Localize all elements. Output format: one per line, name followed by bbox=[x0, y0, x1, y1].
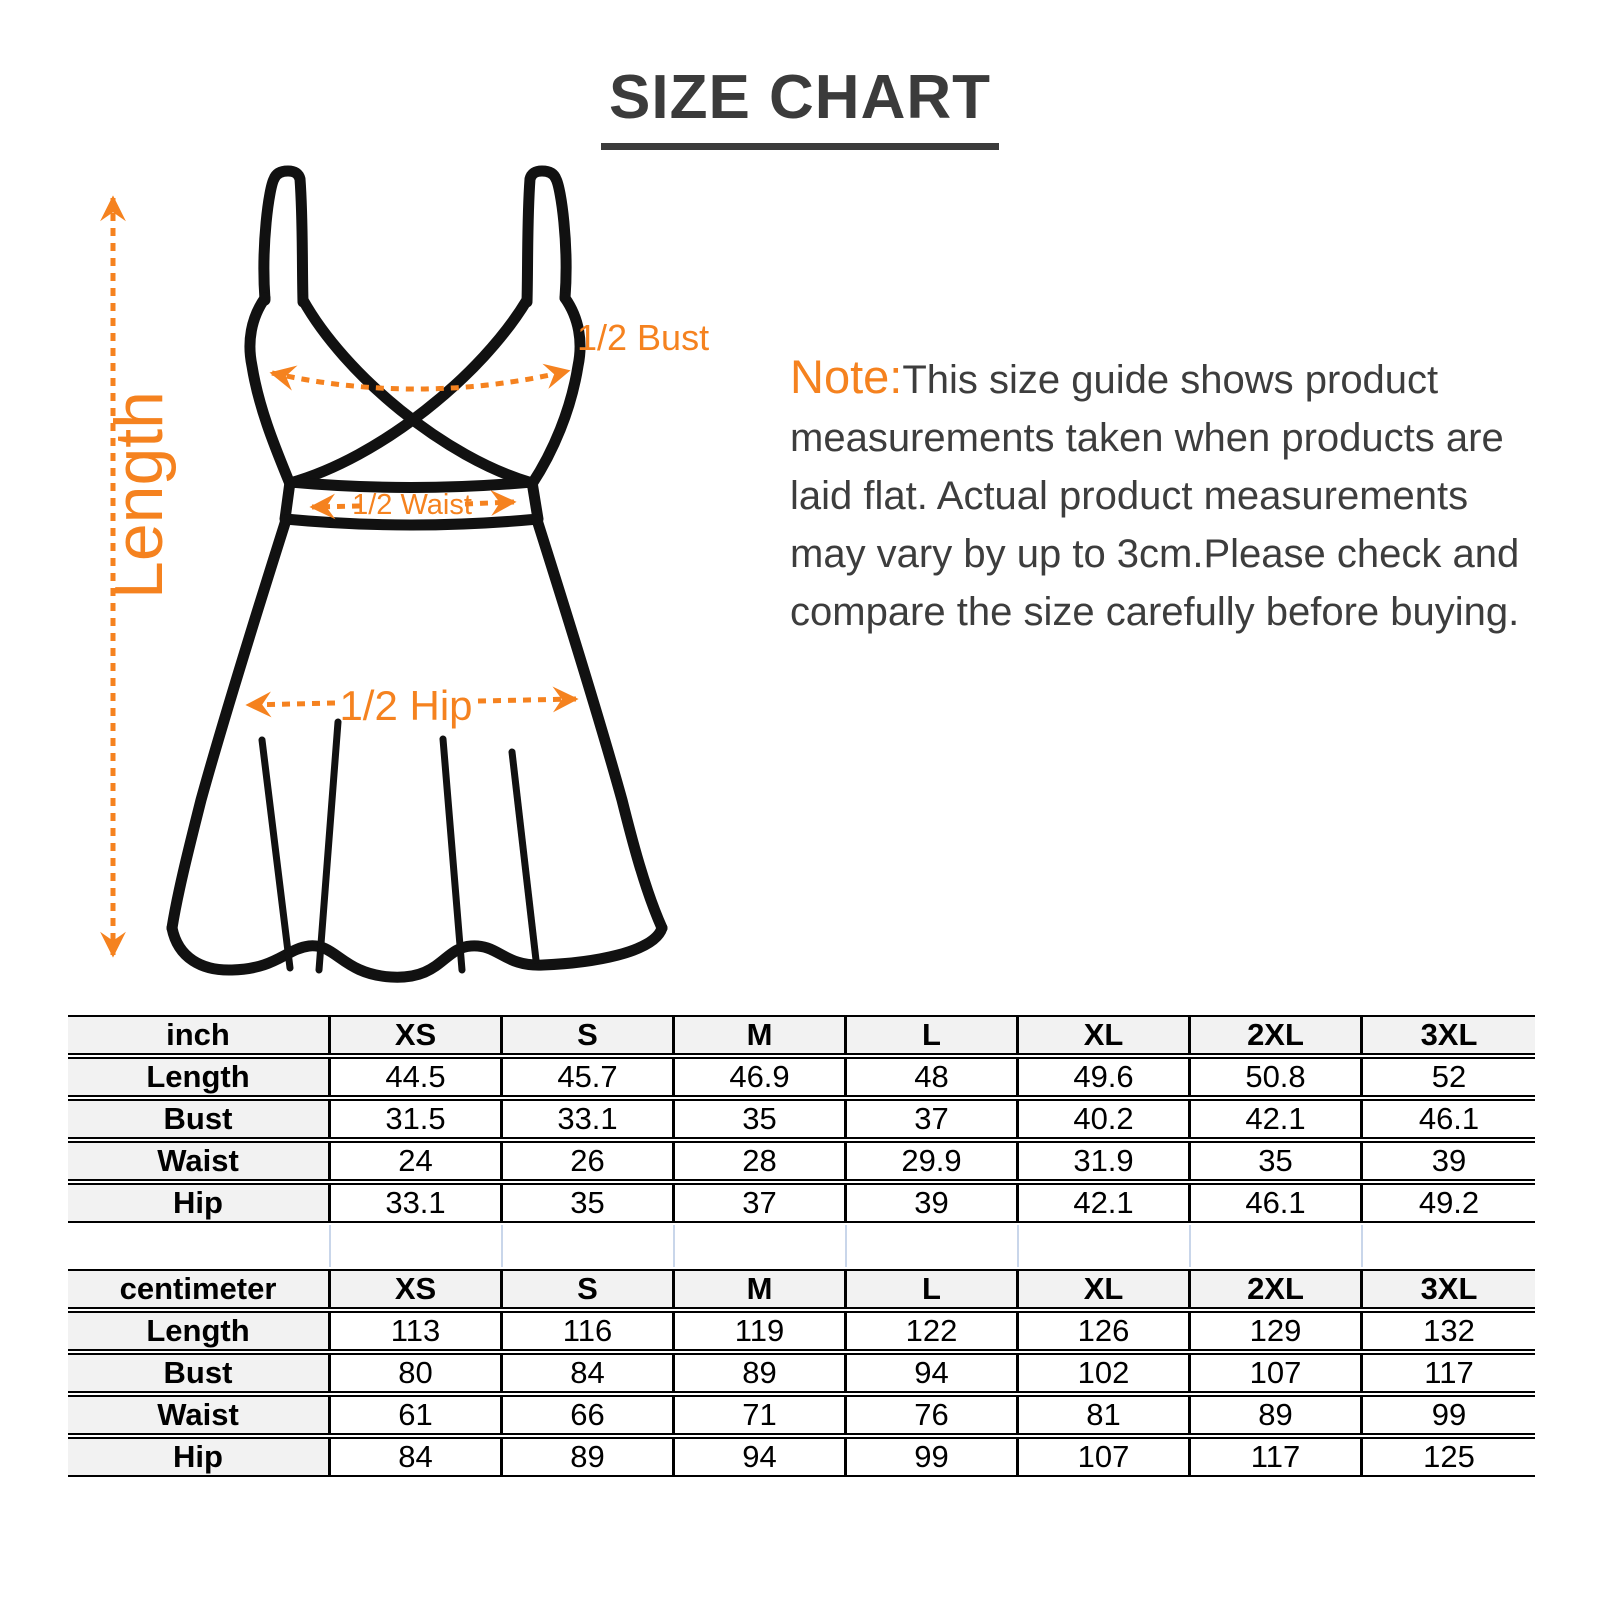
table-row bbox=[68, 1353, 1535, 1393]
left-strap bbox=[264, 171, 303, 302]
gap-gridline bbox=[847, 1225, 1019, 1267]
value-cell: 46.1 bbox=[1191, 1183, 1363, 1223]
value-cell: 49.6 bbox=[1019, 1057, 1191, 1097]
length-label: Length bbox=[101, 391, 177, 599]
dress-outline-icon bbox=[172, 171, 662, 977]
value-cell: 24 bbox=[331, 1141, 503, 1181]
waist-arrow-right bbox=[465, 502, 514, 504]
value-cell: 50.8 bbox=[1191, 1057, 1363, 1097]
table-row bbox=[68, 1099, 1535, 1139]
value-cell: 113 bbox=[331, 1311, 503, 1351]
size-header: XS bbox=[331, 1015, 503, 1055]
note-label: Note: bbox=[790, 350, 903, 403]
value-cell: 31.5 bbox=[331, 1099, 503, 1139]
value-cell: 26 bbox=[503, 1141, 675, 1181]
bodice-left-edge bbox=[250, 298, 290, 484]
skirt-left-edge bbox=[172, 520, 286, 928]
skirt-right-edge bbox=[537, 520, 662, 928]
value-cell: 119 bbox=[675, 1311, 847, 1351]
value-cell: 61 bbox=[331, 1395, 503, 1435]
value-cell: 35 bbox=[1191, 1141, 1363, 1181]
value-cell: 71 bbox=[675, 1395, 847, 1435]
size-header: M bbox=[675, 1269, 847, 1309]
right-strap bbox=[527, 171, 566, 302]
skirt-pleats bbox=[262, 722, 536, 970]
hip-arrow-left bbox=[248, 703, 335, 705]
table-row bbox=[68, 1057, 1535, 1097]
table-row bbox=[68, 1183, 1535, 1223]
value-cell: 46.1 bbox=[1363, 1099, 1535, 1139]
row-label: Hip bbox=[68, 1183, 331, 1223]
value-cell: 35 bbox=[675, 1099, 847, 1139]
table-row bbox=[68, 1395, 1535, 1435]
size-header: XL bbox=[1019, 1269, 1191, 1309]
value-cell: 132 bbox=[1363, 1311, 1535, 1351]
value-cell: 122 bbox=[847, 1311, 1019, 1351]
bust-arrow bbox=[272, 371, 568, 389]
hip-arrow-right bbox=[478, 699, 576, 701]
bodice-right-edge bbox=[532, 298, 580, 484]
page-title: SIZE CHART bbox=[601, 62, 999, 150]
waist-label: 1/2 Waist bbox=[352, 489, 472, 521]
value-cell: 116 bbox=[503, 1311, 675, 1351]
size-header: XS bbox=[331, 1269, 503, 1309]
wrap-neckline-left bbox=[303, 300, 532, 483]
table-row bbox=[68, 1311, 1535, 1351]
row-label: Bust bbox=[68, 1099, 331, 1139]
row-label: Length bbox=[68, 1311, 331, 1351]
measurement-arrows bbox=[113, 198, 576, 955]
value-cell: 89 bbox=[675, 1353, 847, 1393]
table-gap-gridlines bbox=[68, 1225, 1535, 1267]
value-cell: 33.1 bbox=[503, 1099, 675, 1139]
row-label: Bust bbox=[68, 1353, 331, 1393]
value-cell: 102 bbox=[1019, 1353, 1191, 1393]
value-cell: 35 bbox=[503, 1183, 675, 1223]
size-header: XL bbox=[1019, 1015, 1191, 1055]
size-header: L bbox=[847, 1015, 1019, 1055]
gap-gridline bbox=[503, 1225, 675, 1267]
value-cell: 39 bbox=[847, 1183, 1019, 1223]
value-cell: 84 bbox=[331, 1437, 503, 1477]
value-cell: 49.2 bbox=[1363, 1183, 1535, 1223]
value-cell: 94 bbox=[847, 1353, 1019, 1393]
value-cell: 125 bbox=[1363, 1437, 1535, 1477]
value-cell: 33.1 bbox=[331, 1183, 503, 1223]
skirt-hem bbox=[172, 928, 662, 977]
value-cell: 42.1 bbox=[1019, 1183, 1191, 1223]
value-cell: 37 bbox=[675, 1183, 847, 1223]
value-cell: 66 bbox=[503, 1395, 675, 1435]
note-line-3: laid flat. Actual product measurements bbox=[790, 474, 1469, 518]
size-header: 3XL bbox=[1363, 1015, 1535, 1055]
value-cell: 80 bbox=[331, 1353, 503, 1393]
value-cell: 107 bbox=[1019, 1437, 1191, 1477]
value-cell: 31.9 bbox=[1019, 1141, 1191, 1181]
table-row bbox=[68, 1437, 1535, 1477]
header bbox=[0, 62, 1600, 150]
note-line-4: may vary by up to 3cm.Please check and bbox=[790, 532, 1520, 576]
size-header: L bbox=[847, 1269, 1019, 1309]
size-header: 3XL bbox=[1363, 1269, 1535, 1309]
gap-gridline bbox=[675, 1225, 847, 1267]
value-cell: 37 bbox=[847, 1099, 1019, 1139]
size-header: 2XL bbox=[1191, 1269, 1363, 1309]
gap-gridline bbox=[331, 1225, 503, 1267]
note-paragraph bbox=[790, 348, 1530, 641]
value-cell: 89 bbox=[503, 1437, 675, 1477]
note-line-5: compare the size carefully before buying. bbox=[790, 590, 1520, 634]
size-header: 2XL bbox=[1191, 1015, 1363, 1055]
table-header-row bbox=[68, 1015, 1535, 1055]
value-cell: 117 bbox=[1191, 1437, 1363, 1477]
value-cell: 42.1 bbox=[1191, 1099, 1363, 1139]
note-line-2: measurements taken when products are bbox=[790, 416, 1504, 460]
value-cell: 76 bbox=[847, 1395, 1019, 1435]
centimeter-size-table bbox=[68, 1267, 1535, 1479]
row-label: Hip bbox=[68, 1437, 331, 1477]
size-header: M bbox=[675, 1015, 847, 1055]
row-label: Waist bbox=[68, 1395, 331, 1435]
bust-label: 1/2 Bust bbox=[577, 317, 710, 358]
gap-gridline bbox=[1191, 1225, 1363, 1267]
value-cell: 40.2 bbox=[1019, 1099, 1191, 1139]
value-cell: 89 bbox=[1191, 1395, 1363, 1435]
note-line-1: This size guide shows product bbox=[902, 358, 1439, 402]
size-header: S bbox=[503, 1015, 675, 1055]
value-cell: 99 bbox=[847, 1437, 1019, 1477]
unit-header: inch bbox=[68, 1015, 331, 1055]
gap-gridline bbox=[68, 1225, 331, 1267]
hip-label: 1/2 Hip bbox=[339, 682, 473, 729]
value-cell: 117 bbox=[1363, 1353, 1535, 1393]
value-cell: 84 bbox=[503, 1353, 675, 1393]
value-cell: 52 bbox=[1363, 1057, 1535, 1097]
row-label: Length bbox=[68, 1057, 331, 1097]
dress-measurement-diagram bbox=[50, 150, 750, 1010]
inch-size-table bbox=[68, 1013, 1535, 1225]
value-cell: 46.9 bbox=[675, 1057, 847, 1097]
value-cell: 28 bbox=[675, 1141, 847, 1181]
gap-gridline bbox=[1363, 1225, 1535, 1267]
size-tables bbox=[68, 1013, 1535, 1479]
table-header-row bbox=[68, 1269, 1535, 1309]
value-cell: 44.5 bbox=[331, 1057, 503, 1097]
value-cell: 129 bbox=[1191, 1311, 1363, 1351]
value-cell: 99 bbox=[1363, 1395, 1535, 1435]
value-cell: 94 bbox=[675, 1437, 847, 1477]
value-cell: 126 bbox=[1019, 1311, 1191, 1351]
row-label: Waist bbox=[68, 1141, 331, 1181]
gap-gridline bbox=[1019, 1225, 1191, 1267]
value-cell: 107 bbox=[1191, 1353, 1363, 1393]
table-row bbox=[68, 1141, 1535, 1181]
unit-header: centimeter bbox=[68, 1269, 331, 1309]
value-cell: 45.7 bbox=[503, 1057, 675, 1097]
value-cell: 29.9 bbox=[847, 1141, 1019, 1181]
value-cell: 48 bbox=[847, 1057, 1019, 1097]
value-cell: 39 bbox=[1363, 1141, 1535, 1181]
size-header: S bbox=[503, 1269, 675, 1309]
value-cell: 81 bbox=[1019, 1395, 1191, 1435]
